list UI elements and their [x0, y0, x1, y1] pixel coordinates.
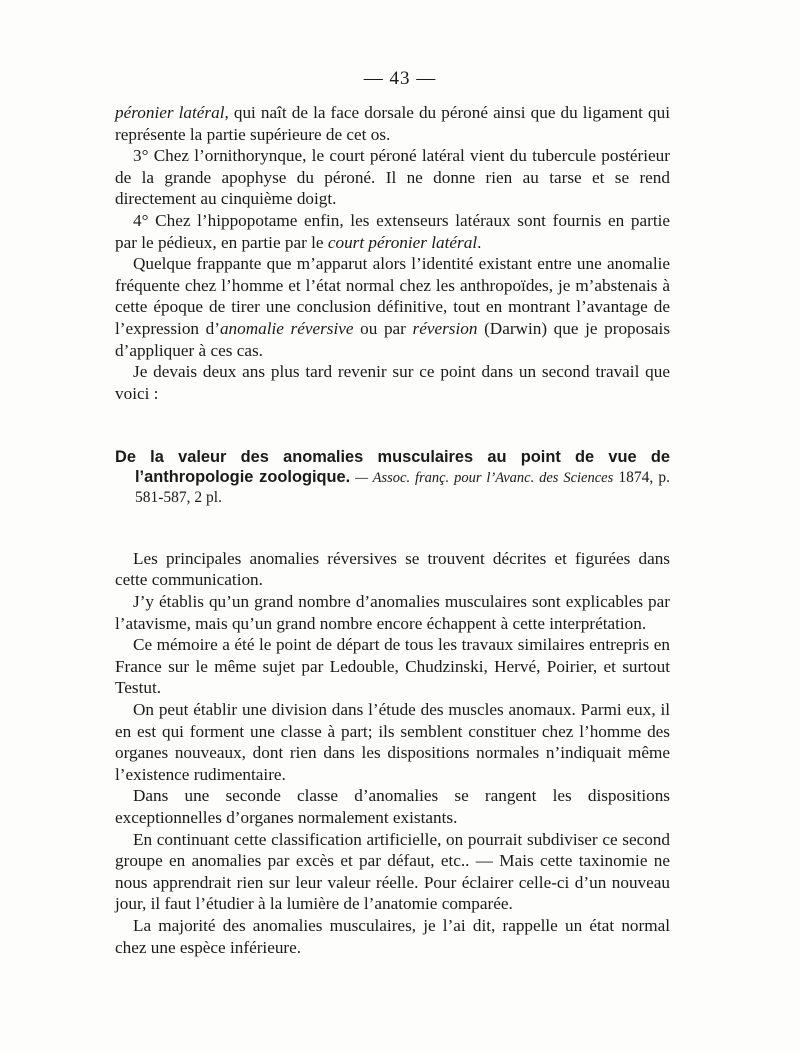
paragraph-text: Quelque frappante que m’apparut alors l’identité existant entre une anomalie fréquente chez l’homme et l’état normal chez les anthropoïdes, je m’abstenais à cette époque de tirer une conclusion définitive, tout en montrant l’avantage de l’expression d’ [115, 254, 670, 338]
paragraph-bottom-1: J’y établis qu’un grand nombre d’anomalies musculaires sont explicables par l’atavisme, mais qu’un grand nombre encore échappent à cette interprétation. [115, 592, 670, 633]
paragraph-bottom-4: Dans une seconde classe d’anomalies se rangent les dispositions exceptionnelles d’organes normalement existants. [115, 786, 670, 827]
section-heading [115, 448, 670, 508]
paragraph-bottom-6: La majorité des anomalies musculaires, je l’ai dit, rappelle un état normal chez une espèce inférieure. [115, 915, 670, 957]
paragraph-text-italic: anomalie réversive [219, 318, 354, 338]
heading-citation: — Assoc. franç. pour l’Avanc. des Sciences [350, 469, 614, 486]
paragraph-top-1 [115, 145, 670, 210]
paragraph-text: 4° Chez l’hippopotame enfin, les extenseurs latéraux sont fournis en partie par le pédieux, en partie par le [115, 210, 670, 252]
page-body [115, 102, 670, 958]
paragraph-text: , qui naît de la face dorsale du péroné ainsi que du ligament qui représente la partie supérieure de cet os. [115, 103, 670, 144]
heading-title: De la valeur des anomalies musculaires au point de vue de l’anthropologie zoologique. [115, 448, 670, 486]
heading-pages: 1874, p. 581-587, 2 pl. [135, 468, 671, 507]
paragraph-bottom-5: En continuant cette classification artificielle, on pourrait subdiviser ce second groupe en anomalies par excès et par défaut, etc.. — Mais cette taxinomie ne nous apprendrait rien sur leur valeur réelle. Pour éclairer celle-ci d’un nouveau jour, il faut l’étudier à la lumière de l’anatomie comparée. [115, 829, 670, 914]
paragraph-text-italic: réversion [412, 318, 478, 338]
paragraph-text: Je devais deux ans plus tard revenir sur ce point dans un second travail que voici : [115, 362, 670, 403]
paragraph-bottom-3: On peut établir une division dans l’étude des muscles anomaux. Parmi eux, il en est qui forment une classe à part; ils semblent constituer chez l’homme des organes nouveaux, dont rien dans les dispositions normales n’indiquait même l’existence rudimentaire. [115, 699, 670, 784]
paragraph-top-0 [115, 102, 670, 145]
paragraph-text-italic: péronier latéral [115, 103, 225, 122]
paragraph-bottom-0: Les principales anomalies réversives se trouvent décrites et figurées dans cette communication. [115, 548, 670, 590]
paragraph-text: . [477, 232, 482, 252]
paragraph-top-4 [115, 361, 670, 404]
paragraph-text: ou par [353, 318, 413, 338]
paragraph-text-italic: court péronier latéral [327, 232, 478, 252]
paragraph-text: (Darwin) que je proposais d’appliquer à ces cas. [115, 318, 671, 360]
page-number: — 43 — [363, 68, 437, 89]
paragraph-top-2 [115, 210, 670, 253]
paragraph-top-3 [115, 253, 670, 361]
paragraph-text: 3° Chez l’ornithorynque, le court péroné latéral vient du tubercule postérieur de la grande apophyse du péroné. Il ne donne rien au tarse et se rend directement au cinquième doigt. [115, 146, 670, 209]
paragraph-bottom-2: Ce mémoire a été le point de départ de tous les travaux similaires entrepris en France sur le même sujet par Ledouble, Chudzinski, Hervé, Poirier, et surtout Testut. [115, 635, 670, 698]
